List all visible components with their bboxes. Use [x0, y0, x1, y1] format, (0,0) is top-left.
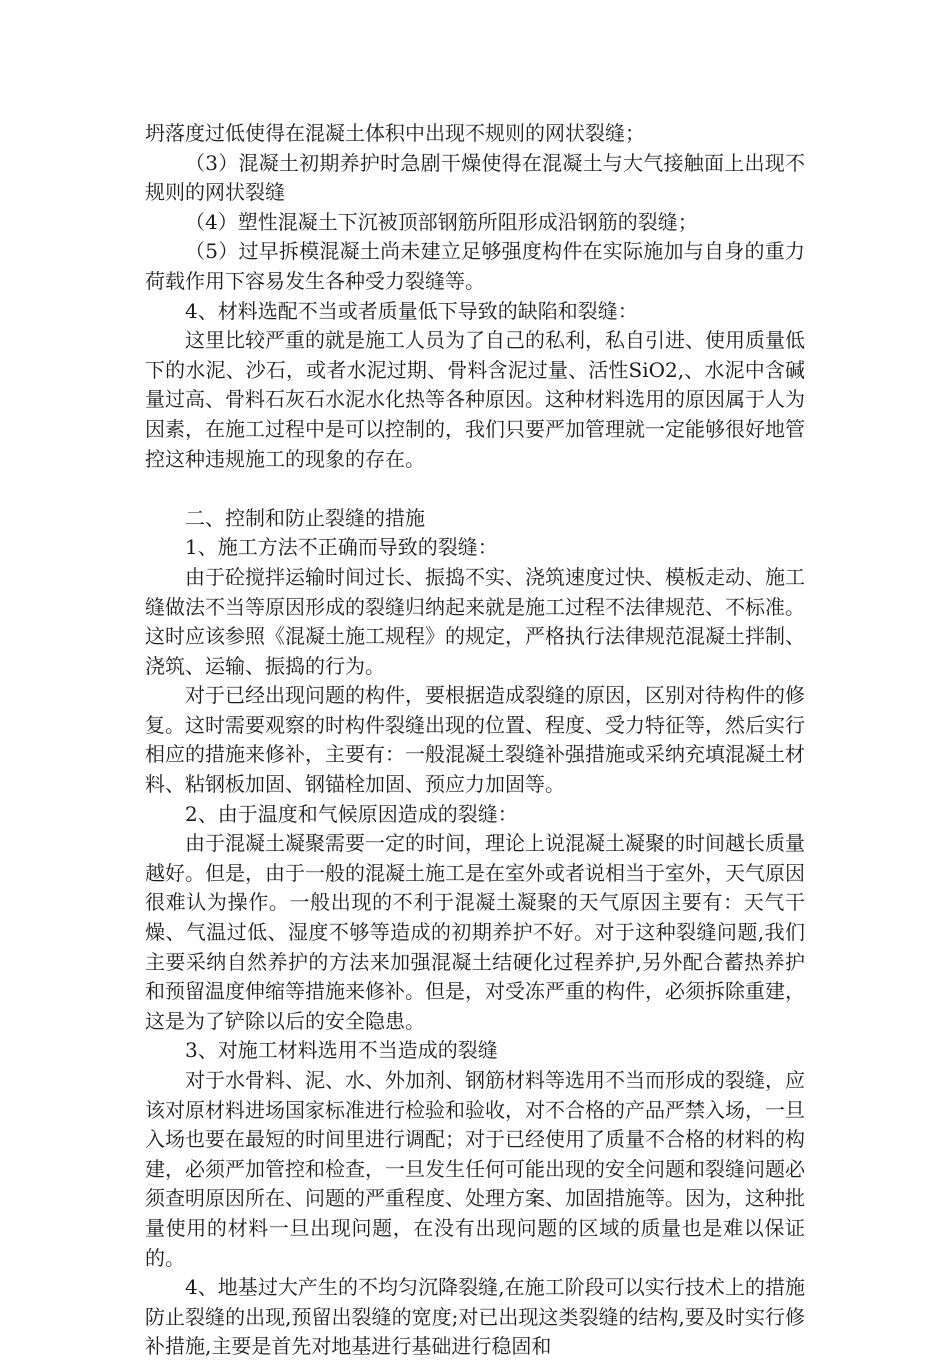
section-heading: 二、控制和防止裂缝的措施 [185, 505, 425, 530]
paragraph: 这里比较严重的就是施工人员为了自己的私利，私自引进、使用质量低下的水泥、沙石，或者水泥过期、骨料含泥过量、活性SiO2,、水泥中含碱量过高、骨料石灰石水泥水化热等各种原因。这种材料选用的原因属于人为因素，在施工过程中是可以控制的，我们只要严加管理就一定能够很好地管控这种违规施工的现象的存在。 [145, 328, 805, 471]
subsection-heading: 3、对施工材料选用不当造成的裂缝 [185, 1038, 498, 1063]
paragraph: 对于水骨料、泥、水、外加剂、钢筋材料等选用不当而形成的裂缝，应该对原材料进场国家标准进行检验和验收，对不合格的产品严禁入场，一旦入场也要在最短的时间里进行调配；对于已经使用了质量不合格的材料的构建，必须严加管控和检查，一旦发生任何可能出现的安全问题和裂缝问题必须查明原因所在、问题的严重程度、处理方案、加固措施等。因为，这种批量使用的材料一旦出现问题，在没有出现问题的区域的质量也是难以保证的。 [145, 1068, 805, 1270]
paragraph: （5）过早拆模混凝土尚未建立足够强度构件在实际施加与自身的重力荷载作用下容易发生各种受力裂缝等。 [145, 239, 805, 293]
paragraph: 由于混凝土凝聚需要一定的时间，理论上说混凝土凝聚的时间越长质量越好。但是，由于一般的混凝土施工是在室外或者说相当于室外，天气原因很难认为操作。一般出现的不利于混凝土凝聚的天气原因主要有：天气干燥、气温过低、湿度不够等造成的初期养护不好。对于这种裂缝问题,我们主要采纳自然养护的方法来加强混凝土结硬化过程养护,另外配合蓄热养护和预留温度伸缩等措施来修补。但是，对受冻严重的构件，必须拆除重建，这是为了铲除以后的安全隐患。 [145, 831, 805, 1033]
blank-line [145, 474, 805, 504]
document-body [145, 119, 805, 1362]
paragraph: 对于已经出现问题的构件，要根据造成裂缝的原因，区别对待构件的修复。这时需要观察的时构件裂缝出现的位置、程度、受力特征等，然后实行相应的措施来修补，主要有：一般混凝土裂缝补强措施或采纳充填混凝土材料、粘钢板加固、钢锚栓加固、预应力加固等。 [145, 683, 805, 797]
paragraph: 由于砼搅拌运输时间过长、振捣不实、浇筑速度过快、模板走动、施工缝做法不当等原因形成的裂缝归纳起来就是施工过程不法律规范、不标准。这时应该参照《混凝土施工规程》的规定，严格执行法律规范混凝土拌制、浇筑、运输、振捣的行为。 [145, 564, 805, 678]
paragraph: 坍落度过低使得在混凝土体积中出现不规则的网状裂缝； [145, 121, 645, 145]
paragraph: （4）塑性混凝土下沉被顶部钢筋所阻形成沿钢筋的裂缝； [185, 209, 698, 234]
paragraph: 4、地基过大产生的不均匀沉降裂缝,在施工阶段可以实行技术上的措施防止裂缝的出现,预留出裂缝的宽度;对已出现这类裂缝的结构,要及时实行修补措施,主要是首先对地基进行基础进行稳固和 [145, 1275, 805, 1359]
section-heading: 4、材料选配不当或者质量低下导致的缺陷和裂缝： [185, 298, 638, 323]
paragraph: （3）混凝土初期养护时急剧干燥使得在混凝土与大气接触面上出现不规则的网状裂缝 [145, 150, 805, 205]
subsection-heading: 1、施工方法不正确而导致的裂缝： [185, 535, 498, 560]
subsection-heading: 2、由于温度和气候原因造成的裂缝： [185, 801, 518, 826]
